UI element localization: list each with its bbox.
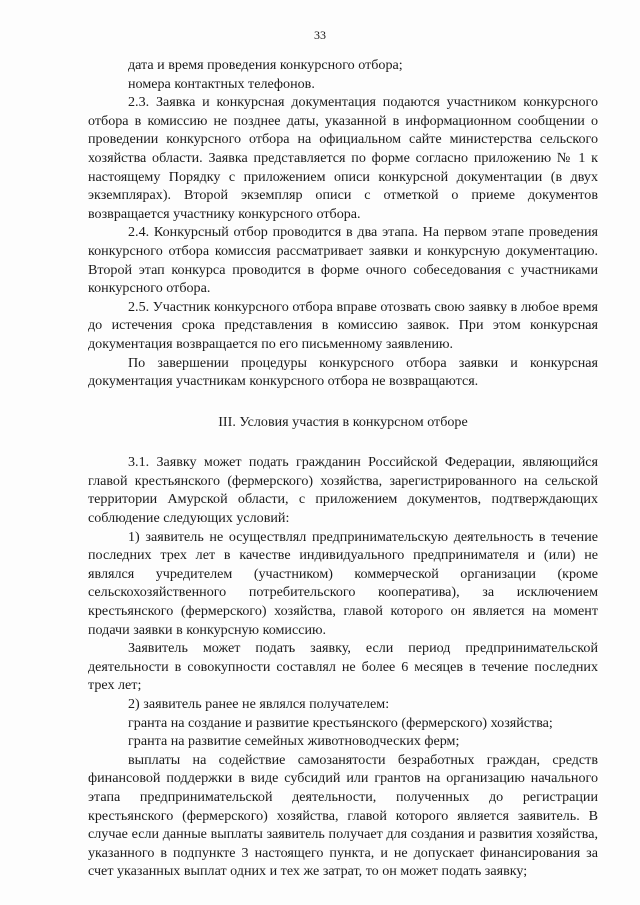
list-item: гранта на развитие семейных животноводческих ферм; [128,733,460,750]
paragraph-2-5: 2.5. Участник конкурсного отбора вправе отозвать свою заявку в любое время до истечения срока представления в комиссию заявок. При этом конкурсная документация возвращается по его письменному заявлению. [88,298,598,352]
paragraph: дата и время проведения конкурсного отбора; [128,57,403,73]
condition-1: 1) заявитель не осуществлял предпринимательскую деятельность в течение последних трех лет в качестве индивидуального предпринимателя и (или) не являлся учредителем (участником) коммерческой организации (кроме сельскохозяйственного потребительского кооператива), за исключением крестьянского (фермерского) хозяйства, главой которого он является на момент подачи заявки в конкурсную комиссию. [88,528,598,638]
document-body [88,56,598,881]
paragraph-3-1: 3.1. Заявку может подать гражданин Российской Федерации, являющийся главой крестьянского (фермерского) хозяйства, зарегистрированного на сельской территории Амурской области, с приложением документов, подтверждающих соблюдение следующих условий: [88,454,598,527]
paragraph-2-3: 2.3. Заявка и конкурсная документация подаются участником конкурсного отбора в комиссию не позднее даты, указанной в информационном сообщении о проведении конкурсного отбора на официальном сайте министерства сельского хозяйства области. Заявка представляется по форме согласно приложению № 1 к настоящему Порядку с приложением описи конкурсной документации (в двух экземплярах). Второй экземпляр описи с отметкой о приеме документов возвращается участнику конкурсного отбора. [88,94,598,222]
paragraph: номера контактных телефонов. [128,75,315,92]
list-item: выплаты на содействие самозанятости безработных граждан, средств финансовой поддержки в виде субсидий или грантов на организацию начального этапа предпринимательской деятельности, полученных до регистрации крестьянского (фермерского) хозяйства, главой которого является заявитель. В случае если данные выплаты заявитель получает для создания и развития хозяйства, указанного в подпункте 3 настоящего пункта, и не допускает финансирования за счет указанных выплат одних и тех же затрат, то он может подать заявку; [88,751,598,880]
list-item: гранта на создание и развитие крестьянского (фермерского) хозяйства; [128,714,553,731]
condition-2: 2) заявитель ранее не являлся получателем: [128,696,390,712]
paragraph: Заявитель может подать заявку, если период предпринимательской деятельности в совокупности составлял не более 6 месяцев в течение последних трех лет; [88,640,598,694]
page-number: 33 [314,28,326,42]
paragraph-2-4: 2.4. Конкурсный отбор проводится в два этапа. На первом этапе проведения конкурсного отбора комиссия рассматривает заявки и конкурсную документацию. Второй этап конкурса проводится в форме очного собеседования с участниками конкурсного отбора. [88,224,598,297]
paragraph: По завершении процедуры конкурсного отбора заявки и конкурсная документация участникам конкурсного отбора не возвращаются. [88,354,598,390]
section-heading: III. Условия участия в конкурсном отборе [218,413,468,430]
